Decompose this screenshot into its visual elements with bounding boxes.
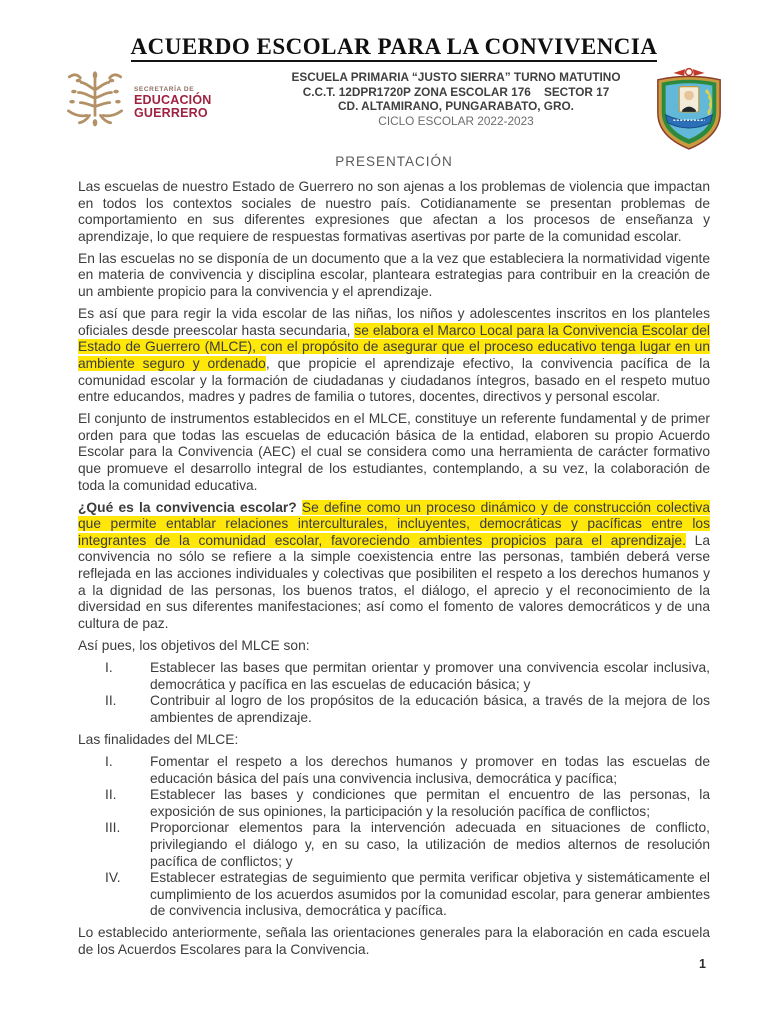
document-body <box>78 179 710 959</box>
list-numeral: III. <box>105 820 121 836</box>
list-item <box>105 787 710 820</box>
paragraph <box>78 306 710 406</box>
guerrero-label: GUERRERO <box>134 105 208 120</box>
school-cct-line: C.C.T. 12DPR1720P ZONA ESCOLAR 176 SECTOR 17 <box>302 84 610 99</box>
highlighted-text: Se define como un proceso dinámico y de construcción colectiva que permite entablar relaciones interculturales, incluyentes, democráticas y pacíficas entre los integrantes de la comunidad escolar, favoreciendo ambientes propicios para el aprendizaje. <box>78 499 710 548</box>
document-title <box>78 34 710 60</box>
list-intro-label <box>78 638 710 655</box>
document-header <box>62 66 728 146</box>
page-number: 1 <box>699 957 706 971</box>
body-text: Es así que para regir la vida escolar de las niñas, los niños y adolescentes inscritos en los planteles oficiales desde preescolar hasta secundaria, <box>78 306 710 338</box>
school-cycle-line: CICLO ESCOLAR 2022-2023 <box>378 113 534 128</box>
justo-sierra-school-crest-icon <box>650 66 728 152</box>
school-info-block <box>262 66 650 128</box>
paragraph <box>78 411 710 494</box>
list-numeral: II. <box>105 693 117 709</box>
list-numeral: I. <box>105 660 113 676</box>
list-item-text: Fomentar el respeto a los derechos humanos y promover en todas las escuelas de educación básica del país una convivencia inclusiva, democrática y pacífica; <box>150 754 710 786</box>
secretaria-de-label: SECRETARÍA DE <box>134 85 195 93</box>
highlighted-text: se elabora el Marco Local para la Convivencia Escolar del Estado de Guerrero (MLCE), con el propósito de asegurar que el proceso educativo tenga lugar en un ambiente seguro y ordenado <box>78 322 710 371</box>
roman-numeral-list <box>78 754 710 920</box>
educacion-label: EDUCACIÓN <box>134 92 212 107</box>
list-item-text: Contribuir al logro de los propósitos de la educación básica, a través de la mejora de los ambientes de aprendizaje. <box>150 693 710 725</box>
document-title-text: ACUERDO ESCOLAR PARA LA CONVIVENCIA <box>131 34 658 62</box>
roman-numeral-list <box>78 660 710 726</box>
body-text: El conjunto de instrumentos establecidos en el MLCE, constituye un referente fundamental y de primer orden para que todas las escuelas de educación básica de la entidad, elaboren su propio Acuerdo Escolar para la Convivencia (AEC) el cual se considera como una herramienta de carácter formativo que promueve el desarrollo integral de los estudiantes, contemplando, a su vez, la colaboración de toda la comunidad educativa. <box>78 411 710 493</box>
paragraph <box>78 179 710 245</box>
section-heading-presentacion: PRESENTACIÓN <box>335 154 453 169</box>
bold-text: ¿Qué es la convivencia escolar? <box>78 499 297 515</box>
secretaria-educacion-logo <box>62 66 262 135</box>
body-text: La convivencia no sólo se refiere a la simple coexistencia entre las personas, también deberá verse reflejada en las acciones individuales y colectivas que posibiliten el respeto a los derechos humanos y a la dignidad de las personas, los buenos tratos, el diálogo, el aprecio y el reconocimiento de la diversidad en sus diferentes manifestaciones; así como el fomento de valores democráticos y de una cultura de paz. <box>78 532 710 631</box>
body-text: En las escuelas no se disponía de un documento que a la vez que estableciera la normatividad vigente en materia de convivencia y disciplina escolar, planteara estrategias para contribuir en la creación de un ambiente propicio para la convivencia y el aprendizaje. <box>78 250 710 300</box>
list-item <box>105 693 710 726</box>
list-numeral: IV. <box>105 870 121 886</box>
list-item <box>105 820 710 870</box>
school-city-line: CD. ALTAMIRANO, PUNGARABATO, GRO. <box>338 99 574 114</box>
list-item <box>105 660 710 693</box>
list-item-text: Establecer las bases que permitan orientar y promover una convivencia escolar inclusiva, democrática y pacífica en las escuelas de educación básica; y <box>150 660 710 692</box>
list-intro-label <box>78 732 710 749</box>
paragraph <box>78 500 710 633</box>
list-item <box>105 754 710 787</box>
paragraph <box>78 251 710 301</box>
body-text: Las escuelas de nuestro Estado de Guerrero no son ajenas a los problemas de violencia que impactan en todos los contextos sociales de nuestro país. Cotidianamente se presentan problemas de comportamiento en sus diferentes expresiones que afectan a los procesos de enseñanza y aprendizaje, lo que requiere de respuestas formativas asertivas por parte de la comunidad escolar. <box>78 179 710 244</box>
paragraph <box>78 925 710 958</box>
secretaria-educacion-wordmark <box>134 81 212 120</box>
body-text: , que propicie el aprendizaje efectivo, la convivencia pacífica de la comunidad escolar y la formación de ciudadanas y ciudadanos íntegros, basado en el respeto mutuo entre educandos, madres y padres de familia o tutores, docentes, directivos y personal escolar. <box>78 355 711 405</box>
list-numeral: I. <box>105 754 113 769</box>
list-item-text: Establecer las bases y condiciones que permitan el encuentro de las personas, la exposición de sus opiniones, la participación y la resolución pacífica de conflictos; <box>150 787 710 819</box>
list-item-text: Establecer estrategias de seguimiento que permita verificar objetiva y sistemáticamente el cumplimiento de los acuerdos asumidos por la comunidad escolar, para generar ambientes de convivencia inclusiva, democrática y pacífica. <box>150 870 710 919</box>
guerrero-education-tree-icon <box>62 66 128 135</box>
list-item <box>105 870 710 920</box>
list-numeral: II. <box>105 787 117 803</box>
body-text: Lo establecido anteriormente, señala las orientaciones generales para la elaboración en cada escuela de los Acuerdos Escolares para la Convivencia. <box>78 925 710 958</box>
body-text: Las finalidades del MLCE: <box>78 731 239 747</box>
body-text: Así pues, los objetivos del MLCE son: <box>78 637 310 653</box>
school-name-line: ESCUELA PRIMARIA “JUSTO SIERRA” TURNO MATUTINO <box>291 70 621 84</box>
list-item-text: Proporcionar elementos para la intervención adecuada en situaciones de conflicto, privilegiando el diálogo y, en su caso, la utilización de medios alternos de resolución pacífica de conflictos; y <box>150 820 710 869</box>
